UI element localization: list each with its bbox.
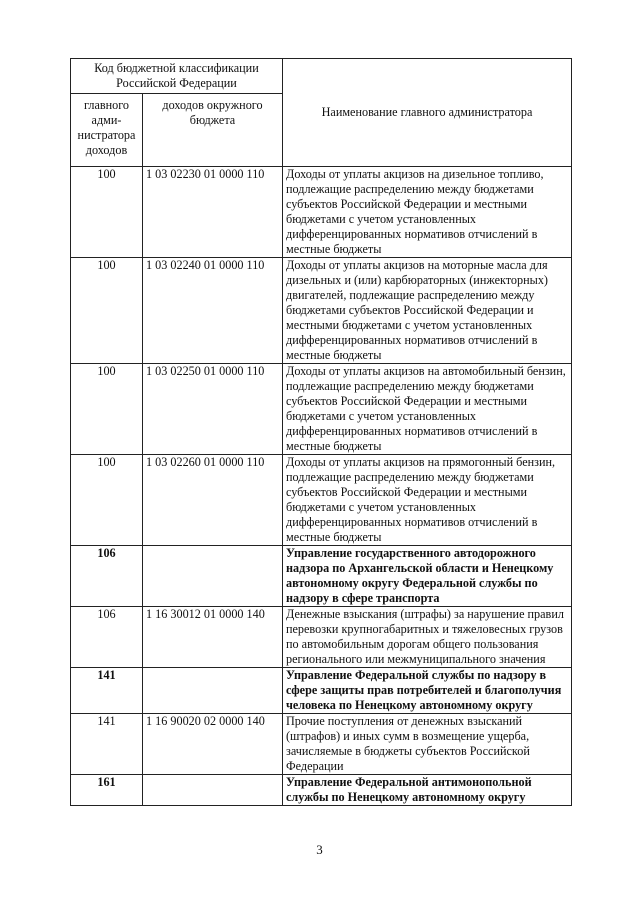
header-group-label: Код бюджетной классификации Российской Федерации	[71, 59, 283, 94]
table-row	[71, 364, 572, 455]
revenue-code-cell	[143, 668, 283, 714]
table-row	[71, 258, 572, 364]
revenue-code-cell: 1 16 30012 01 0000 140	[143, 607, 283, 668]
admin-name-cell: Денежные взыскания (штрафы) за нарушение правил перевозки крупногабаритных и тяжеловесных грузов по автомобильным дорогам общего пользования регионального или межмуниципального значения	[283, 607, 572, 668]
admin-code-cell: 100	[71, 258, 143, 364]
revenue-code-cell	[143, 775, 283, 806]
table-row	[71, 714, 572, 775]
header-name-col: Наименование главного администратора	[283, 59, 572, 167]
header-admin-col: главного адми-нистратора доходов	[71, 94, 143, 167]
admin-code-cell: 100	[71, 364, 143, 455]
page-number: 3	[316, 842, 323, 857]
admin-code-cell: 141	[71, 668, 143, 714]
table-row	[71, 167, 572, 258]
revenue-code-cell: 1 16 90020 02 0000 140	[143, 714, 283, 775]
admin-name-cell: Доходы от уплаты акцизов на прямогонный бензин, подлежащие распределению между бюджетами субъектов Российской Федерации и местными бюджетами с учетом установленных дифференцированных нормативов отчислений в местные бюджеты	[283, 455, 572, 546]
table-row	[71, 775, 572, 806]
admin-name-cell: Доходы от уплаты акцизов на моторные масла для дизельных и (или) карбюраторных (инжекторных) двигателей, подлежащие распределению между бюджетами субъектов Российской Федерации и местными бюджетами с учетом установленных дифференцированных нормативов отчислений в местные бюджеты	[283, 258, 572, 364]
table-row	[71, 607, 572, 668]
admin-name-cell: Управление государственного автодорожного надзора по Архангельской области и Ненецкому автономному округу Федеральной службы по надзору в сфере транспорта	[283, 546, 572, 607]
revenue-code-cell: 1 03 02230 01 0000 110	[143, 167, 283, 258]
revenue-code-cell	[143, 546, 283, 607]
admin-name-cell: Прочие поступления от денежных взысканий (штрафов) и иных сумм в возмещение ущерба, зачисляемые в бюджеты субъектов Российской Федерации	[283, 714, 572, 775]
admin-name-cell: Доходы от уплаты акцизов на дизельное топливо, подлежащие распределению между бюджетами субъектов Российской Федерации и местными бюджетами с учетом установленных дифференцированных нормативов отчислений в местные бюджеты	[283, 167, 572, 258]
admin-code-cell: 161	[71, 775, 143, 806]
header-revenue-col: доходов окружного бюджета	[143, 94, 283, 167]
table-row	[71, 546, 572, 607]
header-row	[71, 59, 572, 94]
revenue-code-cell: 1 03 02260 01 0000 110	[143, 455, 283, 546]
table-row	[71, 455, 572, 546]
admin-name-cell: Доходы от уплаты акцизов на автомобильный бензин, подлежащие распределению между бюджетами субъектов Российской Федерации и местными бюджетами с учетом установленных дифференцированных нормативов отчислений в местные бюджеты	[283, 364, 572, 455]
admin-name-cell: Управление Федеральной антимонопольной службы по Ненецкому автономному округу	[283, 775, 572, 806]
admin-code-cell: 106	[71, 546, 143, 607]
revenue-code-cell: 1 03 02250 01 0000 110	[143, 364, 283, 455]
budget-classification-table	[70, 58, 572, 806]
admin-code-cell: 141	[71, 714, 143, 775]
revenue-code-cell: 1 03 02240 01 0000 110	[143, 258, 283, 364]
table-row	[71, 668, 572, 714]
admin-code-cell: 106	[71, 607, 143, 668]
admin-code-cell: 100	[71, 455, 143, 546]
admin-code-cell: 100	[71, 167, 143, 258]
admin-name-cell: Управление Федеральной службы по надзору в сфере защиты прав потребителей и благополучия человека по Ненецкому автономному округу	[283, 668, 572, 714]
